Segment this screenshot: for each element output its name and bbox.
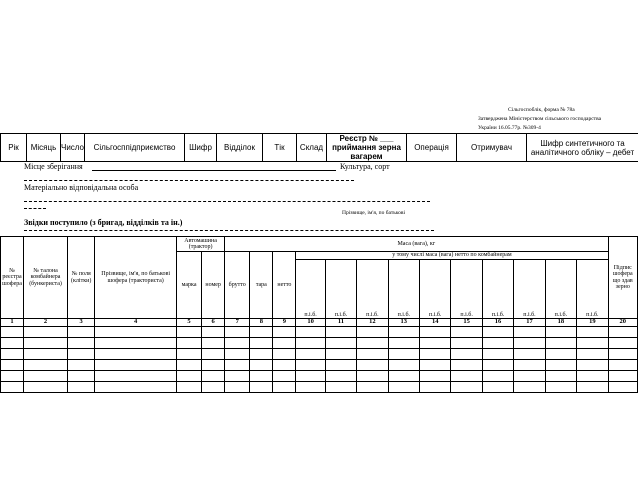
column-number-row xyxy=(1,319,638,327)
sub-label: п.і.б. xyxy=(334,311,348,318)
sub-label: п.і.б. xyxy=(397,311,410,318)
blank-row[interactable] xyxy=(1,327,638,338)
sub-label: п.і.б. xyxy=(460,311,473,318)
sub-label: п.і.б. xyxy=(554,311,568,318)
sub-cell-17 xyxy=(514,260,545,319)
col-number: 10 xyxy=(296,319,325,327)
header-current: Тік xyxy=(263,134,297,162)
mass-subgroup-header: у тому числі маса (вага) нетто по комбайнерам xyxy=(296,252,608,260)
sub-cell-18 xyxy=(545,260,576,319)
col-number: 12 xyxy=(357,319,388,327)
sub-cell-11 xyxy=(325,260,356,319)
col-registry-header: № реєстра шофера xyxy=(1,237,24,319)
col-number: 15 xyxy=(451,319,482,327)
storage-place-label: Місце зберігання xyxy=(24,162,83,171)
col-number: 11 xyxy=(325,319,356,327)
sub-label: п.і.б. xyxy=(304,311,317,318)
signature-header: Підпис шофера що здав зерно xyxy=(608,237,637,319)
sub-cell-13 xyxy=(388,260,419,319)
source-label: Звідки поступило (з бригад, відділків та ін.) xyxy=(24,218,183,227)
header-day: Число xyxy=(61,134,85,162)
header-enterprise: Сільгосппідприємство xyxy=(85,134,185,162)
blank-row[interactable] xyxy=(1,338,638,349)
net-header: нетто xyxy=(273,252,296,319)
form-header-line1: Сільгоспоблік, форма № 78а xyxy=(508,107,575,113)
responsible-line-2[interactable] xyxy=(24,208,46,209)
header-warehouse: Склад xyxy=(297,134,327,162)
register-grid xyxy=(0,236,638,393)
gross-header: брутто xyxy=(225,252,250,319)
col-number: 13 xyxy=(388,319,419,327)
register-title: Реєстр № ___ приймання зерна вагарем xyxy=(327,134,407,162)
header-year: Рік xyxy=(1,134,27,162)
form-header-line2: Затверджена Міністерством сільського господарства xyxy=(478,116,602,122)
blank-row[interactable] xyxy=(1,349,638,360)
col-number: 16 xyxy=(482,319,513,327)
source-line[interactable] xyxy=(24,230,434,231)
culture-line[interactable] xyxy=(24,180,354,181)
header-operation: Операція xyxy=(407,134,457,162)
form-header-line3: України 16.05.77р. №309-4 xyxy=(478,125,541,131)
col-number: 6 xyxy=(202,319,225,327)
sub-label: п.і.б. xyxy=(523,311,536,318)
col-number: 17 xyxy=(514,319,545,327)
col-number: 1 xyxy=(1,319,24,327)
col-number: 18 xyxy=(545,319,576,327)
blank-row[interactable] xyxy=(1,382,638,393)
sub-cell-12 xyxy=(357,260,388,319)
col-number: 4 xyxy=(95,319,177,327)
sub-label: п.і.б. xyxy=(586,311,599,318)
col-number: 14 xyxy=(420,319,451,327)
sub-label: п.і.б. xyxy=(366,311,379,318)
header-code: Шифр xyxy=(185,134,217,162)
culture-label: Культура, сорт xyxy=(340,162,390,171)
mass-group-header: Маса (вага), кг xyxy=(225,237,608,252)
col-number: 5 xyxy=(176,319,201,327)
storage-place-line[interactable] xyxy=(92,170,336,171)
vehicle-number-header: номер xyxy=(202,252,225,319)
col-field-header: № поля (клітки) xyxy=(68,237,95,319)
vehicle-group-header: Автомашина (трактор) xyxy=(176,237,224,252)
tare-header: тара xyxy=(250,252,273,319)
col-number: 20 xyxy=(608,319,637,327)
col-number: 7 xyxy=(225,319,250,327)
sub-label: п.і.б. xyxy=(491,311,505,318)
header-row-table xyxy=(0,133,638,162)
header-month: Місяць xyxy=(27,134,61,162)
col-number: 9 xyxy=(273,319,296,327)
col-number: 8 xyxy=(250,319,273,327)
responsible-label: Матеріально відповідальна особа xyxy=(24,183,139,192)
name-hint: Прізвище, ім'я, по батькові xyxy=(342,210,406,216)
blank-row[interactable] xyxy=(1,371,638,382)
sub-label: п.і.б. xyxy=(428,311,442,318)
col-number: 19 xyxy=(577,319,608,327)
col-number: 3 xyxy=(68,319,95,327)
vehicle-brand-header: марка xyxy=(176,252,201,319)
header-receiver: Отримувач xyxy=(457,134,527,162)
header-synthetic-code: Шифр синтетичного та аналітичного обліку – дебет xyxy=(527,134,638,162)
sub-cell-19 xyxy=(577,260,608,319)
col-number: 2 xyxy=(24,319,68,327)
col-driver-header: Прізвище, ім'я, по батькові шофера (тракториста) xyxy=(95,237,177,319)
sub-cell-10 xyxy=(296,260,325,319)
sub-cell-14 xyxy=(420,260,451,319)
responsible-line[interactable] xyxy=(24,201,430,202)
header-department: Відділок xyxy=(217,134,263,162)
col-combine-slip-header: № талона комбайнера (бункериста) xyxy=(24,237,68,319)
sub-cell-15 xyxy=(451,260,482,319)
sub-cell-16 xyxy=(482,260,513,319)
blank-row[interactable] xyxy=(1,360,638,371)
